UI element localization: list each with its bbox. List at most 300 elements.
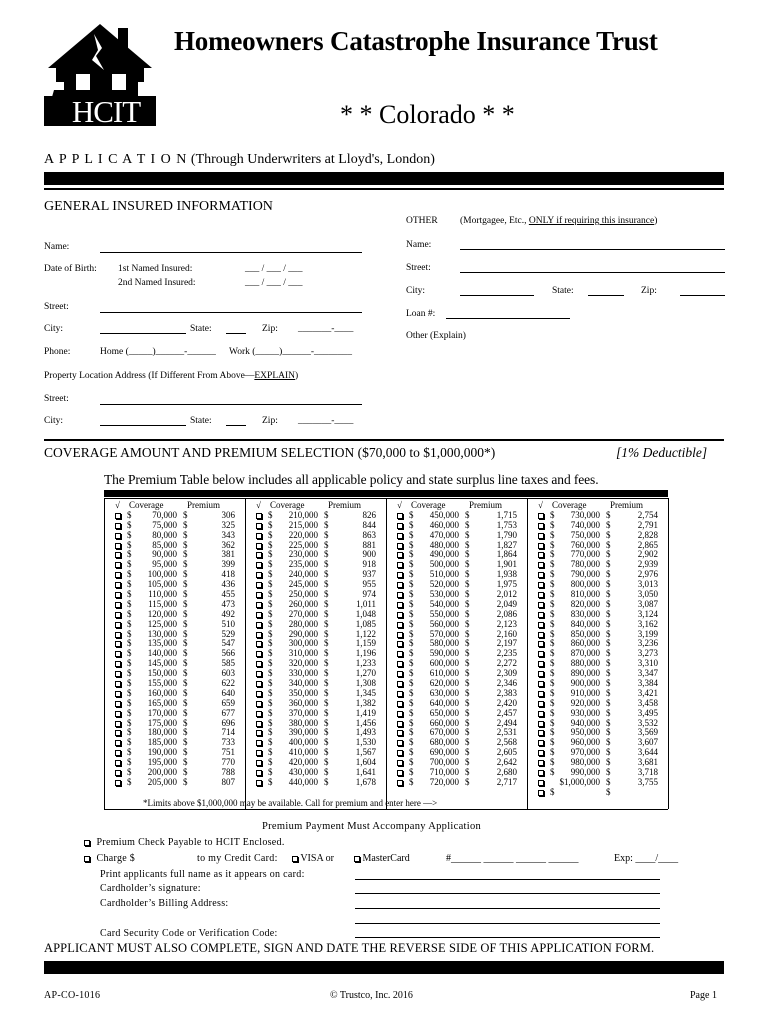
other-city-label: City: (406, 286, 426, 296)
coverage-checkbox[interactable] (538, 721, 544, 727)
coverage-amount: 750,000 (570, 529, 600, 540)
coverage-checkbox[interactable] (256, 740, 262, 746)
coverage-dollar: $ (127, 687, 132, 698)
premium-amount: 863 (362, 529, 376, 540)
coverage-amount: 990,000 (570, 767, 600, 778)
coverage-amount: 730,000 (570, 509, 600, 520)
premium-dollar: $ (465, 579, 470, 590)
coverage-checkbox[interactable] (397, 681, 403, 687)
coverage-checkbox[interactable] (538, 572, 544, 578)
premium-amount: 1,604 (355, 757, 376, 768)
mastercard-checkbox[interactable] (354, 856, 360, 862)
coverage-checkbox[interactable] (397, 671, 403, 677)
coverage-dollar: $ (268, 717, 273, 728)
coverage-checkbox[interactable] (397, 622, 403, 628)
premium-amount: 844 (362, 519, 376, 530)
premium-dollar: $ (324, 569, 329, 580)
street-label: Street: (44, 302, 69, 312)
signature-field[interactable] (355, 893, 660, 894)
coverage-checkbox[interactable] (538, 730, 544, 736)
coverage-dollar: $ (127, 717, 132, 728)
premium-amount: 566 (221, 648, 235, 659)
coverage-checkbox[interactable] (115, 552, 121, 558)
coverage-dollar: $ (127, 628, 132, 639)
coverage-checkbox[interactable] (256, 592, 262, 598)
coverage-amount: 680,000 (429, 737, 459, 748)
check-payment-label: Premium Check Payable to HCIT Enclosed. (96, 837, 285, 848)
property-zip-field[interactable]: _______-____ (298, 416, 354, 426)
coverage-checkbox[interactable] (538, 711, 544, 717)
coverage-dollar: $ (268, 648, 273, 659)
premium-dollar: $ (465, 549, 470, 560)
premium-dollar: $ (324, 559, 329, 570)
coverage-dollar: $ (268, 519, 273, 530)
coverage-checkbox[interactable] (115, 760, 121, 766)
coverage-checkbox[interactable] (256, 582, 262, 588)
coverage-checkbox[interactable] (115, 711, 121, 717)
premium-amount: 381 (221, 549, 235, 560)
coverage-checkbox[interactable] (538, 750, 544, 756)
loan-label: Loan #: (406, 309, 436, 319)
coverage-checkbox[interactable] (397, 612, 403, 618)
premium-table (104, 498, 669, 809)
premium-amount: 1,493 (355, 727, 376, 738)
custom-limit-checkbox[interactable] (538, 790, 544, 796)
security-code-field[interactable] (355, 937, 660, 938)
premium-row[interactable] (395, 778, 535, 788)
coverage-checkbox[interactable] (397, 632, 403, 638)
coverage-checkbox[interactable] (397, 562, 403, 568)
coverage-checkbox[interactable] (538, 523, 544, 529)
coverage-checkbox[interactable] (115, 622, 121, 628)
coverage-checkbox[interactable] (115, 572, 121, 578)
coverage-checkbox[interactable] (256, 760, 262, 766)
coverage-dollar: $ (127, 678, 132, 689)
zip-field[interactable]: _______-____ (298, 324, 354, 334)
coverage-checkbox[interactable] (397, 582, 403, 588)
premium-amount: 2,012 (496, 589, 517, 600)
custom-limit-row[interactable] (536, 788, 676, 798)
coverage-amount: 145,000 (147, 658, 177, 669)
coverage-title: COVERAGE AMOUNT AND PREMIUM SELECTION ($70,000 to $1,000,000*) (44, 445, 496, 460)
coverage-amount: 440,000 (288, 776, 318, 787)
name-field[interactable] (100, 252, 362, 253)
coverage-checkbox[interactable] (256, 701, 262, 707)
premium-header: Premium (610, 500, 643, 510)
premium-amount: 1,678 (355, 776, 376, 787)
coverage-amount: 620,000 (429, 678, 459, 689)
coverage-checkbox[interactable] (115, 730, 121, 736)
billing-address-field-1[interactable] (355, 908, 660, 909)
coverage-dollar: $ (409, 539, 414, 550)
work-phone-field[interactable]: Work (_____)______-________ (229, 347, 352, 357)
coverage-checkbox[interactable] (538, 671, 544, 677)
coverage-checkbox[interactable] (538, 780, 544, 786)
city-field[interactable] (100, 333, 186, 334)
coverage-checkbox[interactable] (115, 681, 121, 687)
coverage-checkbox[interactable] (256, 543, 262, 549)
premium-row[interactable] (254, 778, 394, 788)
premium-amount: 2,494 (496, 717, 517, 728)
coverage-checkbox[interactable] (256, 533, 262, 539)
coverage-dollar: $ (268, 549, 273, 560)
other-state-label: State: (552, 286, 574, 296)
billing-address-label: Cardholder’s Billing Address: (100, 898, 229, 909)
coverage-checkbox[interactable] (115, 770, 121, 776)
coverage-checkbox[interactable] (256, 641, 262, 647)
second-insured-dob-field[interactable]: ___ / ___ / ___ (245, 278, 303, 288)
coverage-checkbox[interactable] (538, 641, 544, 647)
coverage-checkbox[interactable] (397, 513, 403, 519)
coverage-checkbox[interactable] (256, 612, 262, 618)
premium-dollar: $ (465, 776, 470, 787)
coverage-checkbox[interactable] (256, 661, 262, 667)
coverage-checkbox[interactable] (256, 513, 262, 519)
coverage-checkbox[interactable] (256, 780, 262, 786)
premium-dollar: $ (465, 717, 470, 728)
coverage-checkbox[interactable] (397, 740, 403, 746)
coverage-checkbox[interactable] (397, 602, 403, 608)
premium-dollar: $ (606, 509, 611, 520)
coverage-checkbox[interactable] (538, 582, 544, 588)
coverage-checkbox[interactable] (538, 632, 544, 638)
coverage-checkbox[interactable] (115, 523, 121, 529)
coverage-checkbox[interactable] (256, 681, 262, 687)
coverage-dollar: $ (550, 608, 555, 619)
coverage-amount: 830,000 (570, 608, 600, 619)
coverage-amount: 280,000 (288, 618, 318, 629)
coverage-checkbox[interactable] (397, 651, 403, 657)
coverage-checkbox[interactable] (397, 701, 403, 707)
coverage-checkbox[interactable] (538, 681, 544, 687)
mastercard-option[interactable] (354, 853, 410, 864)
coverage-checkbox[interactable] (538, 661, 544, 667)
coverage-checkbox[interactable] (256, 552, 262, 558)
coverage-dollar: $ (550, 579, 555, 590)
coverage-dollar: $ (550, 727, 555, 738)
property-zip-label: Zip: (262, 416, 278, 426)
coverage-checkbox[interactable] (256, 730, 262, 736)
coverage-checkbox[interactable] (538, 691, 544, 697)
premium-amount: 3,310 (637, 658, 658, 669)
coverage-amount: 165,000 (147, 697, 177, 708)
coverage-amount: 340,000 (288, 678, 318, 689)
premium-dollar: $ (465, 598, 470, 609)
coverage-checkbox[interactable] (256, 651, 262, 657)
coverage-checkbox[interactable] (256, 691, 262, 697)
coverage-checkbox[interactable] (115, 780, 121, 786)
print-name-field[interactable] (355, 879, 660, 880)
coverage-amount: 70,000 (152, 509, 177, 520)
check-option[interactable] (84, 837, 285, 848)
other-name-field[interactable] (460, 249, 725, 250)
form-code: AP-CO-1016 (44, 990, 101, 1001)
premium-dollar: $ (606, 598, 611, 609)
coverage-dollar: $ (409, 747, 414, 758)
coverage-amount: 370,000 (288, 707, 318, 718)
coverage-dollar: $ (268, 767, 273, 778)
coverage-dollar: $ (409, 668, 414, 679)
coverage-checkbox[interactable] (397, 711, 403, 717)
premium-dollar: $ (465, 628, 470, 639)
coverage-header: Coverage (270, 500, 305, 510)
coverage-checkbox[interactable] (538, 740, 544, 746)
premium-amount: 1,048 (355, 608, 376, 619)
coverage-checkbox[interactable] (115, 602, 121, 608)
coverage-amount: 350,000 (288, 687, 318, 698)
premium-amount: 2,346 (496, 678, 517, 689)
coverage-dollar: $ (550, 539, 555, 550)
coverage-checkbox[interactable] (256, 572, 262, 578)
other-street-field[interactable] (460, 272, 725, 273)
premium-dollar: $ (324, 687, 329, 698)
coverage-dollar: $ (268, 628, 273, 639)
second-insured-label: 2nd Named Insured: (118, 278, 196, 288)
coverage-checkbox[interactable] (115, 582, 121, 588)
property-state-field[interactable] (226, 425, 246, 426)
coverage-checkbox[interactable] (397, 523, 403, 529)
coverage-checkbox[interactable] (397, 730, 403, 736)
card-number-field[interactable]: #______ ______ ______ ______ (446, 853, 579, 864)
coverage-dollar: $ (127, 697, 132, 708)
other-city-field[interactable] (460, 295, 534, 296)
coverage-checkbox[interactable] (256, 602, 262, 608)
coverage-checkbox[interactable] (397, 641, 403, 647)
visa-option[interactable] (292, 853, 334, 864)
coverage-amount: 320,000 (288, 658, 318, 669)
premium-amount: 881 (362, 539, 376, 550)
other-note-a: (Mortgagee, Etc., (460, 216, 529, 226)
coverage-checkbox[interactable] (115, 691, 121, 697)
coverage-checkbox[interactable] (538, 533, 544, 539)
coverage-checkbox[interactable] (397, 770, 403, 776)
coverage-dollar: $ (127, 668, 132, 679)
premium-dollar: $ (465, 678, 470, 689)
coverage-dollar: $ (409, 638, 414, 649)
premium-dollar: $ (465, 658, 470, 669)
premium-column (395, 501, 535, 788)
premium-amount: 492 (221, 608, 235, 619)
property-address-close: ) (295, 371, 299, 381)
coverage-checkbox[interactable] (256, 671, 262, 677)
coverage-amount: 510,000 (429, 569, 459, 580)
coverage-dollar: $ (409, 757, 414, 768)
premium-dollar: $ (324, 697, 329, 708)
first-insured-dob-field[interactable]: ___ / ___ / ___ (245, 264, 303, 274)
coverage-checkbox[interactable] (256, 562, 262, 568)
coverage-dollar: $ (127, 737, 132, 748)
coverage-checkbox[interactable] (256, 711, 262, 717)
premium-dollar: $ (324, 747, 329, 758)
custom-premium-dollar: $ (606, 786, 611, 797)
premium-amount: 1,641 (355, 767, 376, 778)
premium-amount: 955 (362, 579, 376, 590)
premium-amount: 770 (221, 757, 235, 768)
premium-dollar: $ (183, 767, 188, 778)
coverage-checkbox[interactable] (538, 552, 544, 558)
coverage-checkbox[interactable] (397, 750, 403, 756)
premium-amount: 399 (221, 559, 235, 570)
premium-amount: 2,754 (637, 509, 658, 520)
coverage-checkbox[interactable] (538, 701, 544, 707)
premium-dollar: $ (183, 658, 188, 669)
premium-dollar: $ (324, 638, 329, 649)
premium-dollar: $ (324, 767, 329, 778)
coverage-checkbox[interactable] (115, 740, 121, 746)
premium-dollar: $ (606, 569, 611, 580)
coverage-dollar: $ (127, 727, 132, 738)
coverage-checkbox[interactable] (538, 612, 544, 618)
coverage-amount: 910,000 (570, 687, 600, 698)
coverage-checkbox[interactable] (256, 750, 262, 756)
coverage-amount: 135,000 (147, 638, 177, 649)
coverage-checkbox[interactable] (115, 641, 121, 647)
coverage-checkbox[interactable] (397, 572, 403, 578)
coverage-checkbox[interactable] (115, 533, 121, 539)
coverage-checkbox[interactable] (397, 592, 403, 598)
coverage-checkbox[interactable] (538, 592, 544, 598)
coverage-checkbox[interactable] (115, 632, 121, 638)
premium-dollar: $ (465, 519, 470, 530)
coverage-checkbox[interactable] (538, 562, 544, 568)
coverage-checkbox[interactable] (115, 592, 121, 598)
coverage-checkbox[interactable] (115, 661, 121, 667)
other-zip-field[interactable] (680, 295, 725, 296)
coverage-checkbox[interactable] (256, 770, 262, 776)
coverage-dollar: $ (409, 598, 414, 609)
property-city-field[interactable] (100, 425, 186, 426)
premium-dollar: $ (183, 589, 188, 600)
other-state-field[interactable] (588, 295, 624, 296)
coverage-checkbox[interactable] (256, 523, 262, 529)
coverage-checkbox[interactable] (115, 651, 121, 657)
coverage-amount: 700,000 (429, 757, 459, 768)
explain-label: EXPLAIN (254, 371, 296, 381)
coverage-checkbox[interactable] (397, 543, 403, 549)
premium-dollar: $ (465, 608, 470, 619)
premium-amount: 1,270 (355, 668, 376, 679)
coverage-checkbox[interactable] (397, 552, 403, 558)
coverage-checkbox[interactable] (115, 701, 121, 707)
coverage-checkbox[interactable] (397, 661, 403, 667)
coverage-checkbox[interactable] (538, 651, 544, 657)
coverage-checkbox[interactable] (397, 691, 403, 697)
coverage-dollar: $ (127, 618, 132, 629)
premium-amount: 343 (221, 529, 235, 540)
coverage-checkbox[interactable] (538, 602, 544, 608)
coverage-amount: $1,000,000 (559, 776, 600, 787)
coverage-checkbox[interactable] (538, 760, 544, 766)
billing-address-field-2[interactable] (355, 923, 660, 924)
premium-amount: 1,382 (355, 697, 376, 708)
coverage-dollar: $ (127, 559, 132, 570)
coverage-amount: 560,000 (429, 618, 459, 629)
premium-amount: 1,345 (355, 687, 376, 698)
state-field[interactable] (226, 333, 246, 334)
premium-amount: 547 (221, 638, 235, 649)
premium-dollar: $ (606, 628, 611, 639)
coverage-dollar: $ (409, 589, 414, 600)
other-note-c: ) (654, 216, 658, 226)
coverage-dollar: $ (550, 747, 555, 758)
expiration-field[interactable]: Exp: ____/____ (614, 853, 679, 864)
coverage-checkbox[interactable] (538, 513, 544, 519)
coverage-amount: 270,000 (288, 608, 318, 619)
premium-amount: 1,530 (355, 737, 376, 748)
coverage-dollar: $ (127, 549, 132, 560)
premium-amount: 2,160 (496, 628, 517, 639)
street-field[interactable] (100, 312, 362, 313)
premium-amount: 2,680 (496, 767, 517, 778)
premium-amount: 640 (221, 687, 235, 698)
visa-checkbox[interactable] (292, 856, 298, 862)
coverage-checkbox[interactable] (397, 721, 403, 727)
coverage-checkbox[interactable] (115, 750, 121, 756)
coverage-dollar: $ (127, 598, 132, 609)
coverage-checkbox[interactable] (115, 513, 121, 519)
coverage-checkbox[interactable] (256, 632, 262, 638)
coverage-checkbox[interactable] (115, 671, 121, 677)
coverage-checkbox[interactable] (397, 780, 403, 786)
premium-amount: 2,309 (496, 668, 517, 679)
premium-dollar: $ (606, 648, 611, 659)
coverage-amount: 810,000 (570, 589, 600, 600)
coverage-checkbox[interactable] (115, 543, 121, 549)
coverage-checkbox[interactable] (256, 721, 262, 727)
coverage-amount: 180,000 (147, 727, 177, 738)
coverage-amount: 175,000 (147, 717, 177, 728)
coverage-dollar: $ (550, 658, 555, 669)
loan-field[interactable] (446, 318, 570, 319)
premium-amount: 807 (221, 776, 235, 787)
premium-dollar: $ (465, 618, 470, 629)
premium-dollar: $ (324, 757, 329, 768)
coverage-checkbox[interactable] (115, 562, 121, 568)
coverage-checkbox[interactable] (538, 622, 544, 628)
home-phone-field[interactable]: Home (_____)______-______ (100, 347, 216, 357)
coverage-amount: 380,000 (288, 717, 318, 728)
premium-dollar: $ (324, 628, 329, 639)
coverage-dollar: $ (550, 529, 555, 540)
premium-amount: 3,347 (637, 668, 658, 679)
charge-checkbox[interactable] (84, 856, 90, 862)
premium-amount: 1,085 (355, 618, 376, 629)
coverage-dollar: $ (550, 678, 555, 689)
coverage-checkbox[interactable] (115, 721, 121, 727)
premium-dollar: $ (183, 687, 188, 698)
coverage-checkbox[interactable] (397, 533, 403, 539)
premium-amount: 2,123 (496, 618, 517, 629)
premium-amount: 1,753 (496, 519, 517, 530)
coverage-checkbox[interactable] (115, 612, 121, 618)
property-street-field[interactable] (100, 404, 362, 405)
coverage-checkbox[interactable] (538, 543, 544, 549)
coverage-dollar: $ (127, 529, 132, 540)
coverage-dollar: $ (127, 608, 132, 619)
coverage-checkbox[interactable] (256, 622, 262, 628)
coverage-checkbox[interactable] (397, 760, 403, 766)
coverage-dollar: $ (409, 678, 414, 689)
premium-dollar: $ (324, 509, 329, 520)
premium-row[interactable] (113, 778, 253, 788)
coverage-checkbox[interactable] (538, 770, 544, 776)
coverage-dollar: $ (127, 648, 132, 659)
premium-amount: 2,791 (637, 519, 658, 530)
premium-amount: 3,755 (637, 776, 658, 787)
coverage-amount: 140,000 (147, 648, 177, 659)
property-street-label: Street: (44, 394, 69, 404)
check-payment-checkbox[interactable] (84, 840, 90, 846)
